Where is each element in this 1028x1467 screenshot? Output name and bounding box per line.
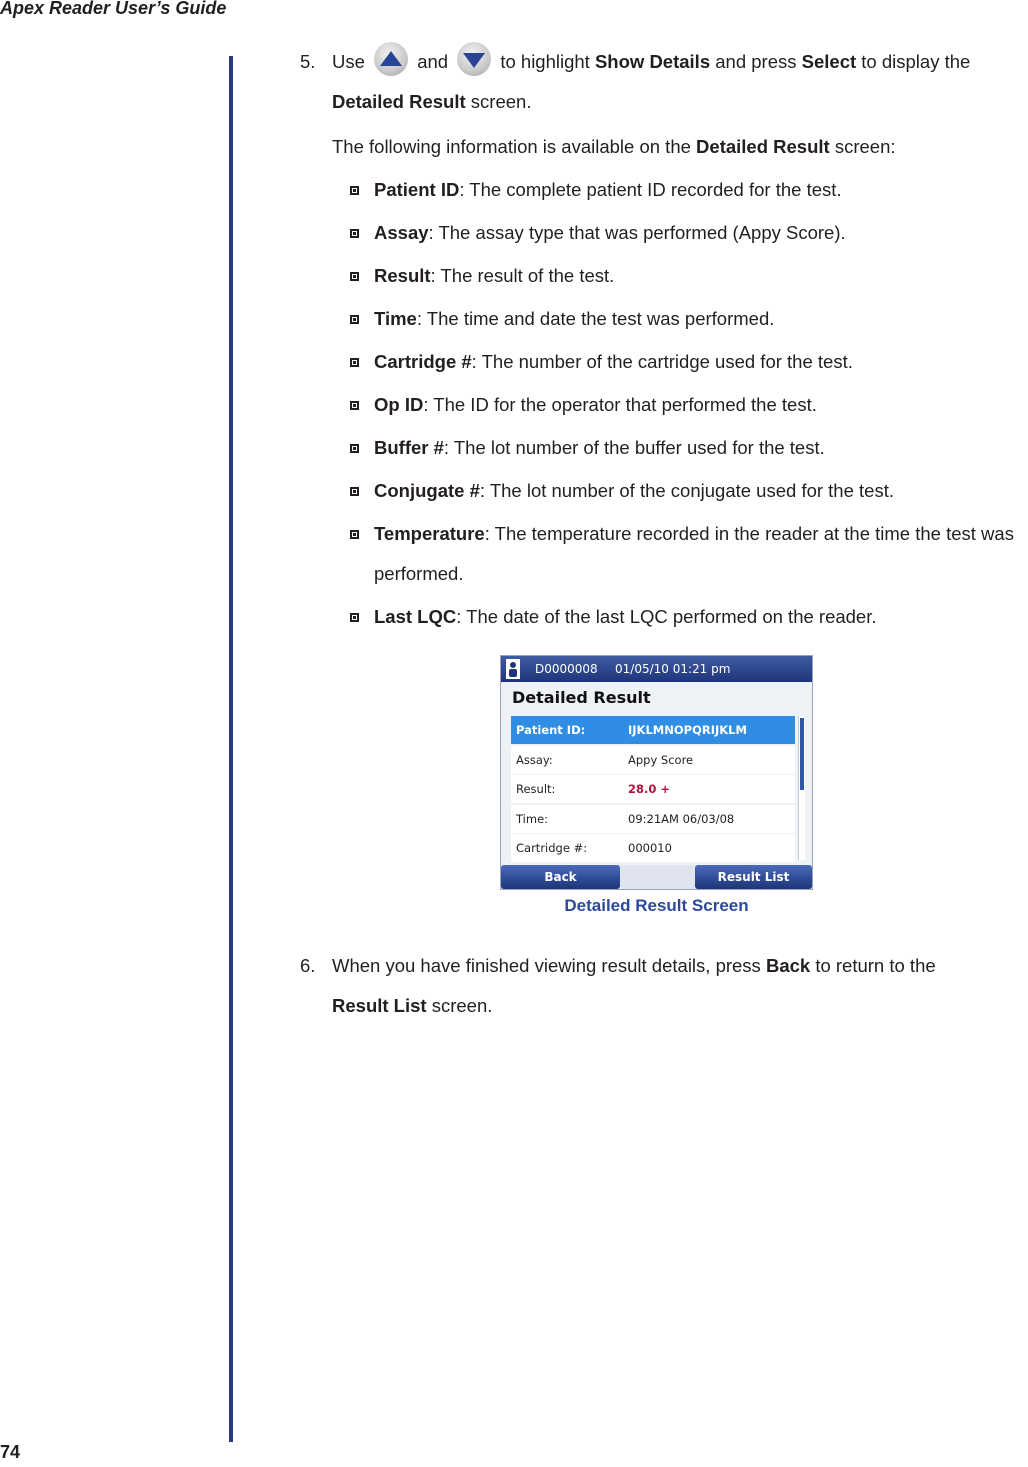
row-key: Patient ID: [516, 723, 586, 737]
row-key: Cartridge #: [516, 841, 588, 855]
intro-bold: Detailed Result [696, 136, 830, 157]
item-desc: : The time and date the test was performed. [416, 308, 775, 329]
table-row[interactable] [511, 746, 795, 774]
running-header: Apex Reader User’s Guide [0, 0, 227, 18]
term-select: Select [801, 51, 857, 72]
intro-after: screen: [834, 136, 896, 157]
item-desc: : The result of the test. [430, 265, 615, 286]
item-term: Last LQC [374, 606, 457, 627]
item-desc: : The ID for the operator that performed the test. [423, 394, 817, 415]
detailed-result-screenshot [500, 655, 813, 890]
table-row[interactable] [511, 716, 795, 744]
step-text [332, 42, 1028, 122]
item-desc: : The date of the last LQC performed on the reader. [456, 606, 877, 627]
list-item [348, 385, 1018, 425]
text-screen: screen. [470, 91, 532, 112]
row-value: IJKLMNOPQRIJKLM [628, 723, 747, 737]
up-arrow-icon [374, 42, 408, 76]
row-value: 28.0 + [628, 782, 671, 796]
step6-text3: screen. [431, 995, 493, 1016]
info-list [348, 170, 1018, 640]
operator-icon [506, 659, 520, 688]
term-result-list: Result List [332, 995, 427, 1016]
table-row[interactable] [511, 805, 795, 833]
row-value: Appy Score [628, 752, 694, 767]
back-button[interactable]: Back [501, 865, 620, 889]
list-item [348, 299, 1018, 339]
intro-text: The following information is available on the [332, 136, 691, 157]
bullet-icon [350, 444, 359, 453]
screen-title: Detailed Result [512, 688, 651, 707]
row-value: 09:21AM 06/03/08 [628, 811, 735, 826]
item-desc: : The complete patient ID recorded for the test. [459, 179, 842, 200]
step-number: 6. [300, 955, 316, 976]
list-item [348, 428, 1018, 468]
intro-paragraph [332, 127, 896, 167]
term-back: Back [765, 955, 811, 976]
list-item [348, 514, 1018, 594]
item-term: Cartridge # [374, 351, 472, 372]
step-text [332, 946, 1028, 1026]
item-desc: : The lot number of the conjugate used for the test. [479, 480, 894, 501]
step-number: 5. [300, 51, 316, 72]
item-desc: : The temperature recorded in the reader at the time the test was performed. [374, 523, 1014, 584]
item-term: Assay [374, 222, 429, 243]
list-item [348, 213, 1018, 253]
item-term: Conjugate # [374, 480, 480, 501]
table-row[interactable] [511, 834, 795, 862]
page-number: 74 [0, 1442, 21, 1462]
bullet-icon [350, 186, 359, 195]
text-and-press: and press [715, 51, 797, 72]
result-list-button[interactable]: Result List [695, 865, 812, 889]
item-term: Buffer # [374, 437, 444, 458]
item-term: Op ID [374, 394, 424, 415]
margin-rule [229, 56, 233, 1442]
bullet-icon [350, 530, 359, 539]
screen-datetime: 01/05/10 01:21 pm [615, 662, 731, 676]
row-key: Time: [516, 811, 549, 826]
scrollbar-thumb[interactable] [800, 718, 804, 790]
bullet-icon [350, 613, 359, 622]
item-desc: : The number of the cartridge used for the test. [471, 351, 853, 372]
term-detailed-result: Detailed Result [332, 91, 466, 112]
item-term: Temperature [374, 523, 485, 544]
item-desc: : The assay type that was performed (Appy Score). [428, 222, 846, 243]
step6-text2: to return to the [815, 955, 936, 976]
bullet-icon [350, 272, 359, 281]
item-term: Result [374, 265, 431, 286]
screen-status-bar [501, 656, 812, 682]
row-value: 000010 [628, 841, 672, 855]
list-item [348, 256, 1018, 296]
text-to-highlight: to highlight [500, 51, 590, 72]
bullet-icon [350, 315, 359, 324]
list-item [348, 342, 1018, 382]
result-details-table [511, 716, 795, 864]
bullet-icon [350, 229, 359, 238]
text-to-display: to display the [861, 51, 971, 72]
term-show-details: Show Details [594, 51, 711, 72]
step6-text1: When you have finished viewing result details, press [332, 955, 761, 976]
list-item [348, 597, 1018, 637]
text-and: and [417, 51, 449, 72]
down-arrow-icon [457, 42, 491, 76]
text-use: Use [332, 51, 365, 72]
table-row[interactable] [511, 775, 795, 803]
row-key: Result: [516, 782, 556, 796]
figure-caption: Detailed Result Screen [564, 896, 749, 915]
bullet-icon [350, 358, 359, 367]
item-term: Time [374, 308, 417, 329]
screen-footer [501, 865, 812, 889]
bullet-icon [350, 487, 359, 496]
scrollbar[interactable] [798, 716, 805, 860]
operator-id: D0000008 [535, 662, 598, 676]
item-desc: : The lot number of the buffer used for the test. [443, 437, 825, 458]
list-item [348, 471, 1018, 511]
bullet-icon [350, 401, 359, 410]
item-term: Patient ID [374, 179, 460, 200]
list-item [348, 170, 1018, 210]
row-key: Assay: [516, 752, 553, 767]
